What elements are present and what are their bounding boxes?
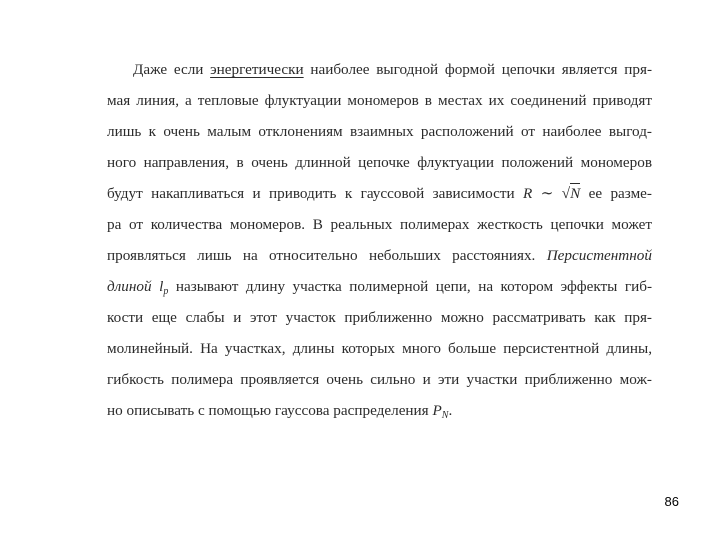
italic-term: Персистентной — [546, 247, 652, 264]
math-l: l — [159, 278, 164, 295]
math-subscript-N: N — [441, 410, 449, 421]
math-subscript-p: p — [163, 286, 169, 297]
text-line-4: ного направления, в очень длинной цепочке флуктуации положений мономеров — [107, 154, 652, 171]
text-line-8: длиной $l_p$ называют длину участка полимерной цепи, на котором эффекты гиб- — [107, 278, 652, 297]
text-line-1: Даже если энергетически наиболее выгодной формой цепочки является пря- — [133, 61, 653, 78]
text-line-6: ра от количества мономеров. В реальных полимерах жесткость цепочки может — [107, 216, 652, 233]
sqrt-N: √N — [561, 185, 581, 202]
text-line-5: будут накапливаться и приводить к гауссовой зависимости R ∼ √N ее разме- — [107, 185, 652, 202]
text-line-11: гибкость полимера проявляется очень сильно и эти участки приближенно мож- — [107, 371, 652, 388]
text-line-12: но описывать с помощью гауссова распределения $P_N$. — [107, 402, 453, 421]
math-R: R — [523, 185, 533, 202]
italic-term: длиной — [107, 278, 160, 295]
text-line-9: кости еще слабы и этот участок приближенно можно рассматривать как пря- — [107, 309, 652, 326]
underlined-word: энергетически — [210, 61, 304, 78]
math-P: P — [432, 402, 442, 419]
text-line-2: мая линия, а тепловые флуктуации мономеров в местах их соединений приводят — [107, 92, 652, 109]
text-line-10: молинейный. На участках, длины которых много больше персистентной длины, — [107, 340, 652, 357]
text-line-3: лишь к очень малым отклонениям взаимных расположений от наиболее выгод- — [107, 123, 652, 140]
text-line-7: проявляться лишь на относительно небольших расстояниях. Персистентной — [107, 247, 652, 264]
page-number: 86 — [664, 494, 679, 509]
